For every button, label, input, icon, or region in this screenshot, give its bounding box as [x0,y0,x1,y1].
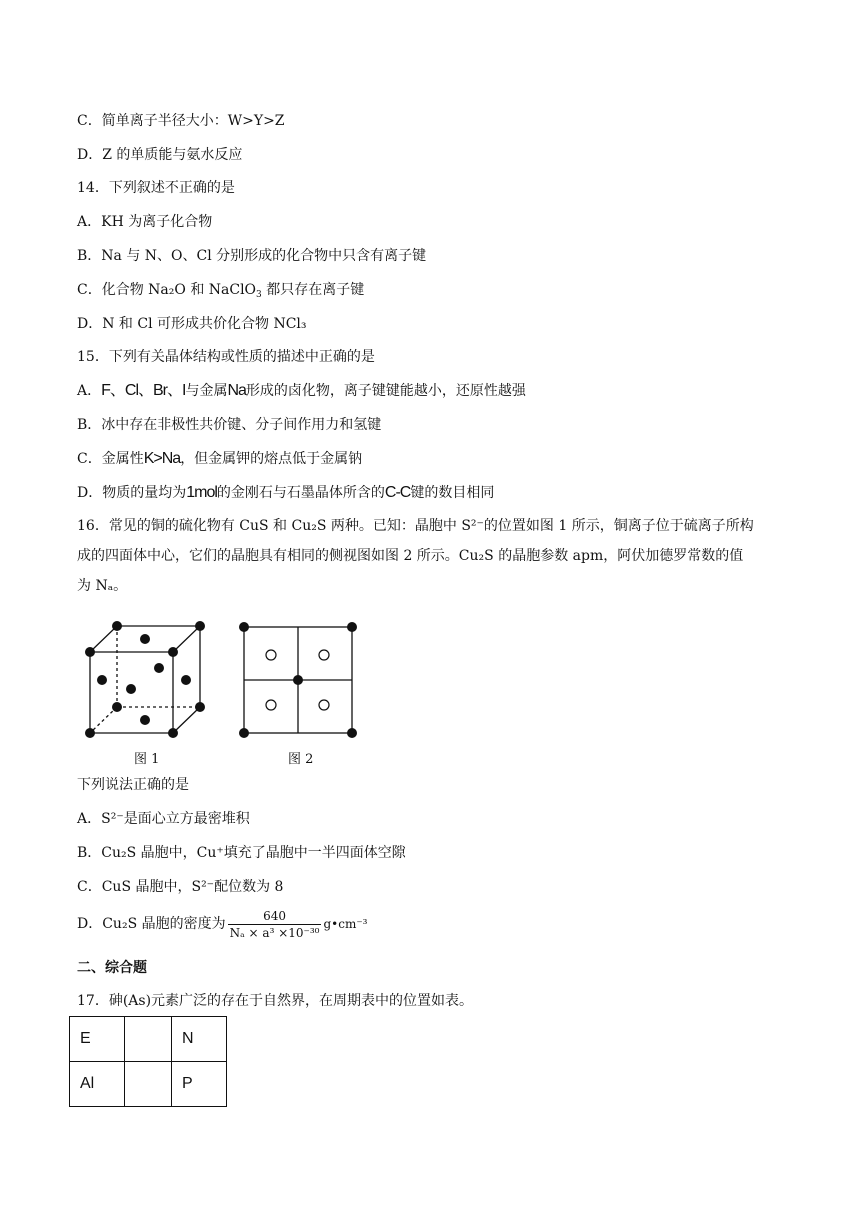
question-15: 15．下列有关晶体结构或性质的描述中正确的是 [77,349,375,365]
formula-ncl3: NCl₃ [273,316,307,332]
table-cell: E [70,1017,125,1062]
figure-1-cube [82,618,212,738]
table-cell: Al [70,1062,125,1107]
table-row [70,1017,227,1062]
option-15c: C．金属性K>Na，但金属钾的熔点低于金属钠 [77,450,363,467]
question-14: 14．下列叙述不正确的是 [77,180,235,196]
table-cell: N [172,1017,227,1062]
question-16: 16．常见的铜的硫化物有 CuS 和 Cu₂S 两种。已知：晶胞中 S²⁻的位置如图 1 所示，铜离子位于硫离子所构 成的四面体中心，它们的晶胞具有相同的侧视图如图 2 所示。Cu₂S 的晶胞参数 apm，阿伏加德罗常数的值 为 Nₐ。 [77,518,754,594]
table-row [70,1062,227,1107]
option-14d: D．N 和 Cl 可形成共价化合物 NCl₃ [77,316,307,332]
option-13c: C．简单离子半径大小：W>Y>Z [77,113,285,129]
density-fraction: $\frac{640}{\text{Nₐ × a³ ×10⁻³⁰}}$ [229,908,320,940]
question-17: 17．砷(As)元素广泛的存在于自然界，在周期表中的位置如表。 [77,993,474,1009]
option-16b: B．Cu₂S 晶胞中，Cu⁺填充了晶胞中一半四面体空隙 [77,845,406,861]
periodic-table-excerpt [69,1016,227,1107]
table-cell [125,1017,172,1062]
table-cell [125,1062,172,1107]
option-14a: A．KH 为离子化合物 [77,214,213,230]
option-14b: B．Na 与 N、O、Cl 分别形成的化合物中只含有离子键 [77,248,427,264]
option-15d: D．物质的量均为1mol的金刚石与石墨晶体所含的C-C键的数目相同 [77,484,495,501]
figure-2-side-view [237,620,361,740]
option-16d: D．Cu₂S 晶胞的密度为 $\frac{640}{\text{Nₐ × a³ ×10⁻³⁰}}$ g•cm⁻³ [77,908,368,940]
table-cell: P [172,1062,227,1107]
option-16a: A．S²⁻是面心立方最密堆积 [77,811,250,827]
option-15b: B．冰中存在非极性共价键、分子间作用力和氢键 [77,417,382,433]
figure-2-caption: 图 2 [288,752,314,767]
section-heading-2: 二、综合题 [77,960,147,976]
option-13d: D．Z 的单质能与氨水反应 [77,147,243,163]
option-14c: C．化合物 Na₂O 和 NaClO$_3$ 都只存在离子键 [77,282,365,300]
figure-1-caption: 图 1 [134,752,160,767]
option-16c: C．CuS 晶胞中，S²⁻配位数为 8 [77,879,284,895]
formula-na2o: Na₂O [148,282,186,298]
option-15a: A．F、Cl、Br、I与金属Na形成的卤化物，离子键键能越小，还原性越强 [77,382,526,399]
question-16-stem: 下列说法正确的是 [77,777,189,793]
